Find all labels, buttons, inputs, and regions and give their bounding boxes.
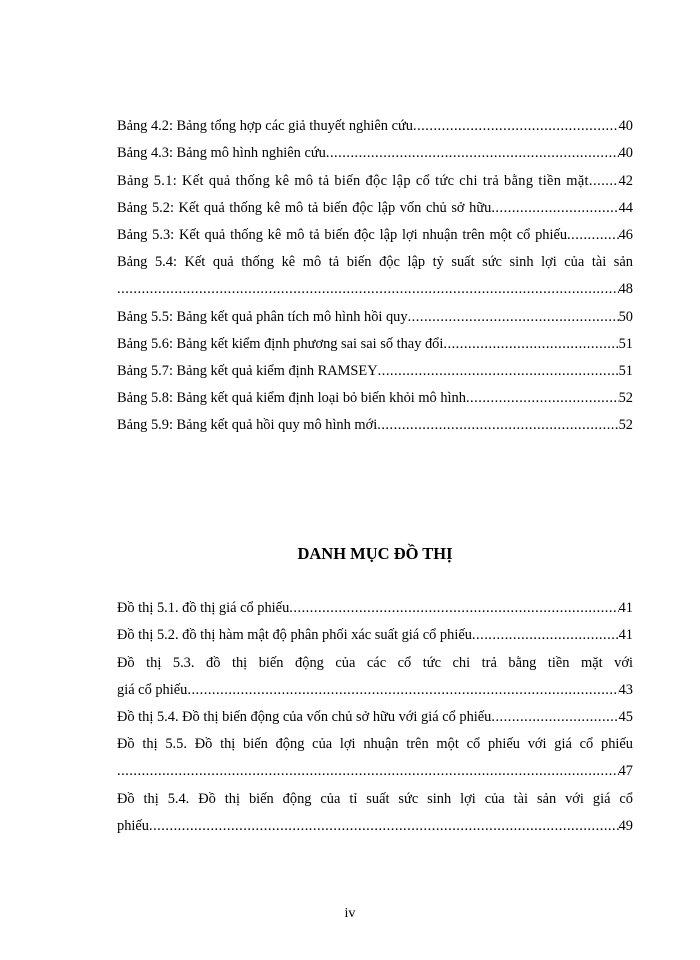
dot-leader: [117, 762, 619, 780]
toc-entry-table-5-5[interactable]: [117, 308, 633, 326]
dot-leader: [443, 335, 618, 353]
toc-entry-table-5-1[interactable]: [117, 172, 633, 190]
page-number: iv: [344, 906, 356, 921]
toc-entry-chart-5-3[interactable]: [117, 654, 633, 672]
toc-entry-page: 42: [618, 173, 633, 189]
toc-entry-page: 41: [618, 627, 633, 643]
toc-entry-label: Đồ thị 5.5. Đồ thị biến động của lợi nhuận trên một cổ phiếu với giá cổ phiếu: [117, 736, 633, 752]
dot-leader: [466, 389, 619, 407]
toc-entry-table-5-9[interactable]: [117, 416, 633, 434]
toc-entry-label: Bảng 5.1: Kết quả thống kê mô tả biến độc lập cổ tức chi trả bằng tiền mặt: [117, 173, 589, 189]
dot-leader: [413, 117, 619, 135]
dot-leader: [149, 817, 619, 835]
toc-entry-chart-5-4b-continued[interactable]: [117, 817, 633, 835]
toc-entry-page: 52: [618, 390, 633, 406]
toc-entry-table-5-4[interactable]: [117, 253, 633, 271]
toc-entry-page: 44: [618, 200, 633, 216]
toc-entry-chart-5-3-continued[interactable]: [117, 681, 633, 699]
toc-entry-label: Đồ thị 5.4. Đồ thị biến động của tỉ suất sức sinh lợi của tài sản với giá cổ: [117, 791, 633, 807]
dot-leader: [567, 226, 619, 244]
toc-entry-page: 45: [618, 709, 633, 725]
toc-entry-label: Bảng 5.8: Bảng kết quả kiểm định loại bỏ biến khỏi mô hình: [117, 390, 466, 406]
toc-entry-page: 50: [618, 309, 633, 325]
toc-entry-chart-5-5-continued[interactable]: [117, 762, 633, 780]
toc-entry-page: 40: [618, 145, 633, 161]
toc-entry-page: 51: [618, 336, 633, 352]
toc-entry-page: 46: [618, 227, 633, 243]
toc-entry-label: Bảng 5.4: Kết quả thống kê mô tả biến độc lập tỷ suất sức sinh lợi của tài sản: [117, 254, 633, 270]
dot-leader: [289, 599, 618, 617]
charts-list-heading: DANH MỤC ĐỒ THỊ: [297, 544, 453, 563]
dot-leader: [326, 144, 619, 162]
toc-entry-page: 48: [618, 281, 633, 297]
toc-entry-label: Đồ thị 5.2. đồ thị hàm mật độ phân phối xác suất giá cổ phiếu: [117, 627, 472, 643]
toc-entry-label-continued: giá cổ phiếu: [117, 682, 188, 698]
toc-entry-table-5-8[interactable]: [117, 389, 633, 407]
toc-entry-table-5-6[interactable]: [117, 335, 633, 353]
toc-entry-page: 40: [618, 118, 633, 134]
toc-entry-label: Bảng 5.6: Bảng kết kiểm định phương sai sai số thay đổi: [117, 336, 444, 352]
dot-leader: [377, 416, 618, 434]
toc-entry-page: 52: [618, 417, 633, 433]
dot-leader: [491, 199, 618, 217]
toc-entry-label-continued: phiếu: [117, 818, 149, 834]
toc-entry-label: Bảng 4.3: Bảng mô hình nghiên cứu: [117, 145, 326, 161]
toc-entry-chart-5-4b[interactable]: [117, 790, 633, 808]
toc-entry-label: Bảng 5.5: Bảng kết quả phân tích mô hình hồi quy: [117, 309, 408, 325]
toc-entry-label: Đồ thị 5.4. Đồ thị biến động của vốn chủ sở hữu với giá cổ phiếu: [117, 709, 492, 725]
dot-leader: [589, 172, 619, 190]
toc-entry-table-5-3[interactable]: [117, 226, 633, 244]
toc-entry-page: 51: [618, 363, 633, 379]
toc-entry-label: Đồ thị 5.1. đồ thị giá cổ phiếu: [117, 600, 290, 616]
toc-entry-label: Bảng 5.9: Bảng kết quả hồi quy mô hình mới: [117, 417, 378, 433]
toc-entry-chart-5-1[interactable]: [117, 599, 633, 617]
dot-leader: [187, 681, 618, 699]
toc-entry-page: 49: [618, 818, 633, 834]
toc-entry-table-4-2[interactable]: [117, 117, 633, 135]
toc-entry-label: Bảng 5.3: Kết quả thống kê mô tả biến độc lập lợi nhuận trên một cổ phiếu: [117, 227, 568, 243]
dot-leader: [491, 708, 618, 726]
toc-entry-chart-5-5[interactable]: [117, 735, 633, 753]
toc-entry-label: Bảng 4.2: Bảng tổng hợp các giả thuyết nghiên cứu: [117, 118, 413, 134]
dot-leader: [117, 280, 619, 298]
toc-entry-page: 41: [618, 600, 633, 616]
dot-leader: [472, 626, 619, 644]
toc-entry-chart-5-4[interactable]: [117, 708, 633, 726]
toc-entry-label: Bảng 5.2: Kết quả thống kê mô tả biến độc lập vốn chủ sở hữu: [117, 200, 492, 216]
toc-entry-table-5-4-continued[interactable]: [117, 280, 633, 298]
toc-entry-table-5-2[interactable]: [117, 199, 633, 217]
toc-entry-label: Bảng 5.7: Bảng kết quả kiểm định RAMSEY: [117, 363, 378, 379]
toc-entry-page: 47: [618, 763, 633, 779]
dot-leader: [378, 362, 619, 380]
toc-entry-label: Đồ thị 5.3. đồ thị biến động của các cổ tức chi trả bằng tiền mặt với: [117, 655, 633, 671]
dot-leader: [408, 308, 619, 326]
toc-entry-chart-5-2[interactable]: [117, 626, 633, 644]
toc-entry-table-5-7[interactable]: [117, 362, 633, 380]
toc-entry-page: 43: [618, 682, 633, 698]
toc-entry-table-4-3[interactable]: [117, 144, 633, 162]
